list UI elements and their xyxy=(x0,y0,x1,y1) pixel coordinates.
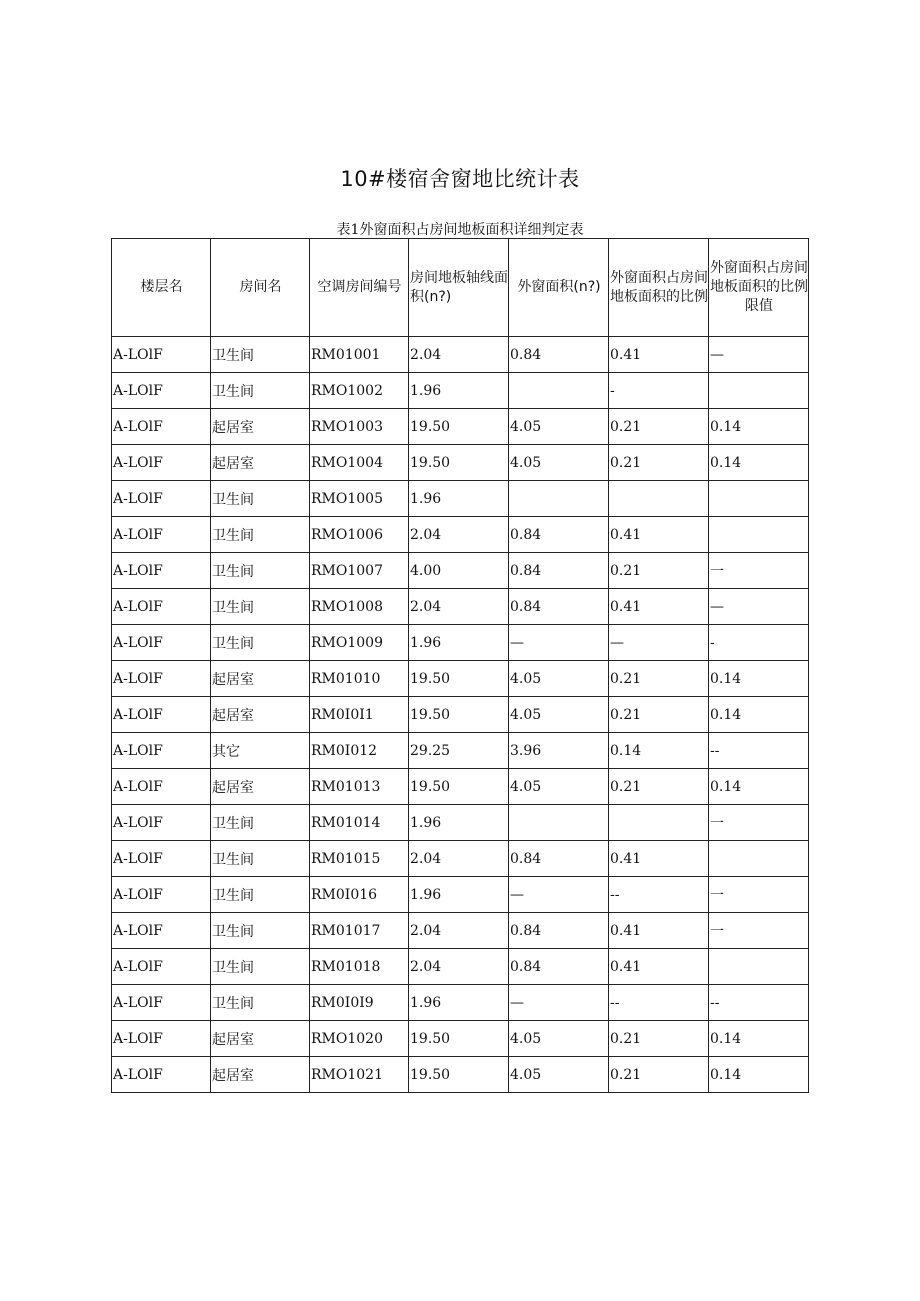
cell-window-ratio: 0.21 xyxy=(609,445,709,481)
cell-window-ratio xyxy=(609,481,709,517)
cell-floor-name: A-LOlF xyxy=(112,409,211,445)
cell-window-area: 4.05 xyxy=(509,661,609,697)
cell-ac-room-id: RM0I0I9 xyxy=(310,985,409,1021)
cell-floor-name: A-LOlF xyxy=(112,661,211,697)
cell-floor-area: 2.04 xyxy=(409,949,509,985)
cell-ratio-limit: 0.14 xyxy=(709,409,809,445)
cell-ac-room-id: RMO1004 xyxy=(310,445,409,481)
cell-window-area xyxy=(509,805,609,841)
cell-ac-room-id: RM01017 xyxy=(310,913,409,949)
cell-ratio-limit: 0.14 xyxy=(709,697,809,733)
table-row xyxy=(112,445,809,481)
cell-ac-room-id: RM01001 xyxy=(310,337,409,373)
cell-window-ratio: — xyxy=(609,625,709,661)
cell-room-name: 起居室 xyxy=(211,661,310,697)
cell-ratio-limit: - xyxy=(709,625,809,661)
cell-ac-room-id: RM01015 xyxy=(310,841,409,877)
cell-window-area xyxy=(509,481,609,517)
cell-window-ratio: 0.21 xyxy=(609,1057,709,1093)
cell-floor-name: A-LOlF xyxy=(112,877,211,913)
cell-floor-area: 1.96 xyxy=(409,481,509,517)
cell-ratio-limit: 0.14 xyxy=(709,769,809,805)
cell-window-area: 0.84 xyxy=(509,841,609,877)
cell-window-area: — xyxy=(509,985,609,1021)
cell-floor-name: A-LOlF xyxy=(112,913,211,949)
cell-floor-name: A-LOlF xyxy=(112,589,211,625)
cell-ac-room-id: RM01010 xyxy=(310,661,409,697)
cell-room-name: 卫生间 xyxy=(211,373,310,409)
cell-floor-area: 19.50 xyxy=(409,661,509,697)
cell-room-name: 卫生间 xyxy=(211,553,310,589)
cell-window-area: 4.05 xyxy=(509,769,609,805)
cell-ratio-limit: -- xyxy=(709,733,809,769)
cell-room-name: 卫生间 xyxy=(211,481,310,517)
cell-ratio-limit xyxy=(709,373,809,409)
cell-floor-name: A-LOlF xyxy=(112,841,211,877)
table-row xyxy=(112,877,809,913)
cell-floor-area: 19.50 xyxy=(409,697,509,733)
cell-floor-name: A-LOlF xyxy=(112,1021,211,1057)
cell-floor-name: A-LOlF xyxy=(112,805,211,841)
cell-ratio-limit: 一 xyxy=(709,553,809,589)
window-floor-ratio-table xyxy=(111,238,809,1093)
header-window-area: 外窗面积(n?) xyxy=(509,239,609,337)
cell-window-area xyxy=(509,373,609,409)
cell-window-ratio: 0.41 xyxy=(609,949,709,985)
cell-floor-area: 1.96 xyxy=(409,625,509,661)
cell-window-ratio: -- xyxy=(609,985,709,1021)
table-row xyxy=(112,769,809,805)
table-header-row xyxy=(112,239,809,337)
header-ratio-limit: 外窗面积占房间地板面积的比例限值 xyxy=(709,239,809,337)
cell-room-name: 卫生间 xyxy=(211,805,310,841)
cell-floor-name: A-LOlF xyxy=(112,553,211,589)
cell-ratio-limit: 一 xyxy=(709,877,809,913)
cell-window-ratio: 0.21 xyxy=(609,697,709,733)
cell-ac-room-id: RMO1008 xyxy=(310,589,409,625)
cell-ac-room-id: RM0I016 xyxy=(310,877,409,913)
cell-window-area: 4.05 xyxy=(509,697,609,733)
cell-ratio-limit xyxy=(709,949,809,985)
cell-window-ratio: 0.21 xyxy=(609,661,709,697)
cell-room-name: 卫生间 xyxy=(211,589,310,625)
cell-window-area: 4.05 xyxy=(509,409,609,445)
cell-room-name: 起居室 xyxy=(211,697,310,733)
table-caption: 表1外窗面积占房间地板面积详细判定表 xyxy=(336,222,584,238)
cell-room-name: 卫生间 xyxy=(211,517,310,553)
cell-ac-room-id: RM0I012 xyxy=(310,733,409,769)
table-row xyxy=(112,949,809,985)
table-row xyxy=(112,985,809,1021)
cell-floor-area: 19.50 xyxy=(409,445,509,481)
cell-window-area: 0.84 xyxy=(509,949,609,985)
cell-floor-name: A-LOlF xyxy=(112,1057,211,1093)
cell-room-name: 卫生间 xyxy=(211,337,310,373)
header-room-name: 房间名 xyxy=(211,239,310,337)
cell-room-name: 起居室 xyxy=(211,409,310,445)
cell-window-ratio: 0.41 xyxy=(609,589,709,625)
cell-floor-area: 19.50 xyxy=(409,409,509,445)
cell-ratio-limit xyxy=(709,841,809,877)
table-row xyxy=(112,1021,809,1057)
cell-window-area: — xyxy=(509,877,609,913)
cell-ratio-limit: 0.14 xyxy=(709,661,809,697)
cell-floor-area: 29.25 xyxy=(409,733,509,769)
cell-room-name: 卫生间 xyxy=(211,877,310,913)
cell-room-name: 起居室 xyxy=(211,1057,310,1093)
cell-window-area: 4.05 xyxy=(509,1021,609,1057)
header-window-ratio: 外窗面积占房间地板面积的比例 xyxy=(609,239,709,337)
cell-ac-room-id: RMO1006 xyxy=(310,517,409,553)
cell-window-area: 0.84 xyxy=(509,553,609,589)
cell-floor-area: 2.04 xyxy=(409,517,509,553)
cell-room-name: 卫生间 xyxy=(211,985,310,1021)
table-row xyxy=(112,841,809,877)
cell-room-name: 卫生间 xyxy=(211,625,310,661)
cell-ratio-limit: 一 xyxy=(709,805,809,841)
table-row xyxy=(112,805,809,841)
cell-floor-name: A-LOlF xyxy=(112,517,211,553)
cell-ratio-limit xyxy=(709,481,809,517)
cell-window-ratio: 0.21 xyxy=(609,1021,709,1057)
cell-ratio-limit: 0.14 xyxy=(709,1021,809,1057)
cell-window-ratio: 0.41 xyxy=(609,337,709,373)
table-row xyxy=(112,1057,809,1093)
cell-room-name: 卫生间 xyxy=(211,949,310,985)
cell-window-area: 4.05 xyxy=(509,1057,609,1093)
cell-ac-room-id: RMO1003 xyxy=(310,409,409,445)
cell-ratio-limit xyxy=(709,517,809,553)
cell-ratio-limit: 一 xyxy=(709,913,809,949)
cell-ac-room-id: RM01013 xyxy=(310,769,409,805)
cell-window-ratio: 0.14 xyxy=(609,733,709,769)
table-row xyxy=(112,913,809,949)
cell-ac-room-id: RM0I0I1 xyxy=(310,697,409,733)
cell-ac-room-id: RMO1009 xyxy=(310,625,409,661)
header-floor-area: 房间地板轴线面积(n?) xyxy=(409,239,509,337)
cell-floor-name: A-LOlF xyxy=(112,985,211,1021)
cell-window-ratio: -- xyxy=(609,877,709,913)
cell-window-area: 3.96 xyxy=(509,733,609,769)
cell-floor-name: A-LOlF xyxy=(112,697,211,733)
cell-floor-name: A-LOlF xyxy=(112,481,211,517)
cell-ratio-limit: — xyxy=(709,337,809,373)
cell-window-ratio: 0.41 xyxy=(609,841,709,877)
table-row xyxy=(112,481,809,517)
cell-ac-room-id: RMO1020 xyxy=(310,1021,409,1057)
cell-floor-area: 2.04 xyxy=(409,841,509,877)
cell-floor-name: A-LOlF xyxy=(112,949,211,985)
cell-window-area: 4.05 xyxy=(509,445,609,481)
cell-window-area: 0.84 xyxy=(509,589,609,625)
cell-window-area: — xyxy=(509,625,609,661)
cell-floor-area: 19.50 xyxy=(409,1057,509,1093)
cell-floor-area: 19.50 xyxy=(409,1021,509,1057)
cell-room-name: 起居室 xyxy=(211,445,310,481)
table-row xyxy=(112,733,809,769)
page-title: 10#楼宿舍窗地比统计表 xyxy=(340,167,580,191)
cell-window-ratio: 0.41 xyxy=(609,517,709,553)
table-row xyxy=(112,373,809,409)
cell-ac-room-id: RM01018 xyxy=(310,949,409,985)
table-row xyxy=(112,553,809,589)
cell-room-name: 卫生间 xyxy=(211,913,310,949)
cell-window-ratio: 0.21 xyxy=(609,769,709,805)
cell-ratio-limit: -- xyxy=(709,985,809,1021)
cell-floor-name: A-LOlF xyxy=(112,733,211,769)
cell-ac-room-id: RMO1002 xyxy=(310,373,409,409)
cell-floor-name: A-LOlF xyxy=(112,337,211,373)
table-body xyxy=(112,337,809,1093)
cell-ac-room-id: RMO1005 xyxy=(310,481,409,517)
header-ac-room-id: 空调房间编号 xyxy=(310,239,409,337)
cell-window-area: 0.84 xyxy=(509,517,609,553)
cell-ratio-limit: 0.14 xyxy=(709,1057,809,1093)
cell-floor-area: 2.04 xyxy=(409,589,509,625)
cell-floor-area: 2.04 xyxy=(409,337,509,373)
cell-window-ratio xyxy=(609,805,709,841)
cell-floor-name: A-LOlF xyxy=(112,625,211,661)
cell-window-ratio: 0.41 xyxy=(609,913,709,949)
cell-window-area: 0.84 xyxy=(509,337,609,373)
cell-floor-area: 1.96 xyxy=(409,985,509,1021)
cell-ac-room-id: RM01014 xyxy=(310,805,409,841)
cell-floor-area: 1.96 xyxy=(409,877,509,913)
cell-floor-name: A-LOlF xyxy=(112,445,211,481)
cell-floor-name: A-LOlF xyxy=(112,769,211,805)
cell-window-ratio: 0.21 xyxy=(609,409,709,445)
cell-ac-room-id: RMO1007 xyxy=(310,553,409,589)
cell-floor-area: 1.96 xyxy=(409,805,509,841)
table-row xyxy=(112,625,809,661)
table-row xyxy=(112,697,809,733)
table-row xyxy=(112,589,809,625)
table-row xyxy=(112,409,809,445)
cell-ratio-limit: 0.14 xyxy=(709,445,809,481)
table-row xyxy=(112,661,809,697)
cell-room-name: 起居室 xyxy=(211,769,310,805)
table-row xyxy=(112,517,809,553)
cell-floor-area: 2.04 xyxy=(409,913,509,949)
cell-floor-area: 1.96 xyxy=(409,373,509,409)
header-floor-name: 楼层名 xyxy=(112,239,211,337)
table-row xyxy=(112,337,809,373)
cell-floor-area: 4.00 xyxy=(409,553,509,589)
cell-ratio-limit: — xyxy=(709,589,809,625)
cell-floor-area: 19.50 xyxy=(409,769,509,805)
cell-ac-room-id: RMO1021 xyxy=(310,1057,409,1093)
cell-window-area: 0.84 xyxy=(509,913,609,949)
cell-room-name: 卫生间 xyxy=(211,841,310,877)
cell-floor-name: A-LOlF xyxy=(112,373,211,409)
cell-window-ratio: 0.21 xyxy=(609,553,709,589)
cell-room-name: 起居室 xyxy=(211,1021,310,1057)
cell-room-name: 其它 xyxy=(211,733,310,769)
cell-window-ratio: - xyxy=(609,373,709,409)
